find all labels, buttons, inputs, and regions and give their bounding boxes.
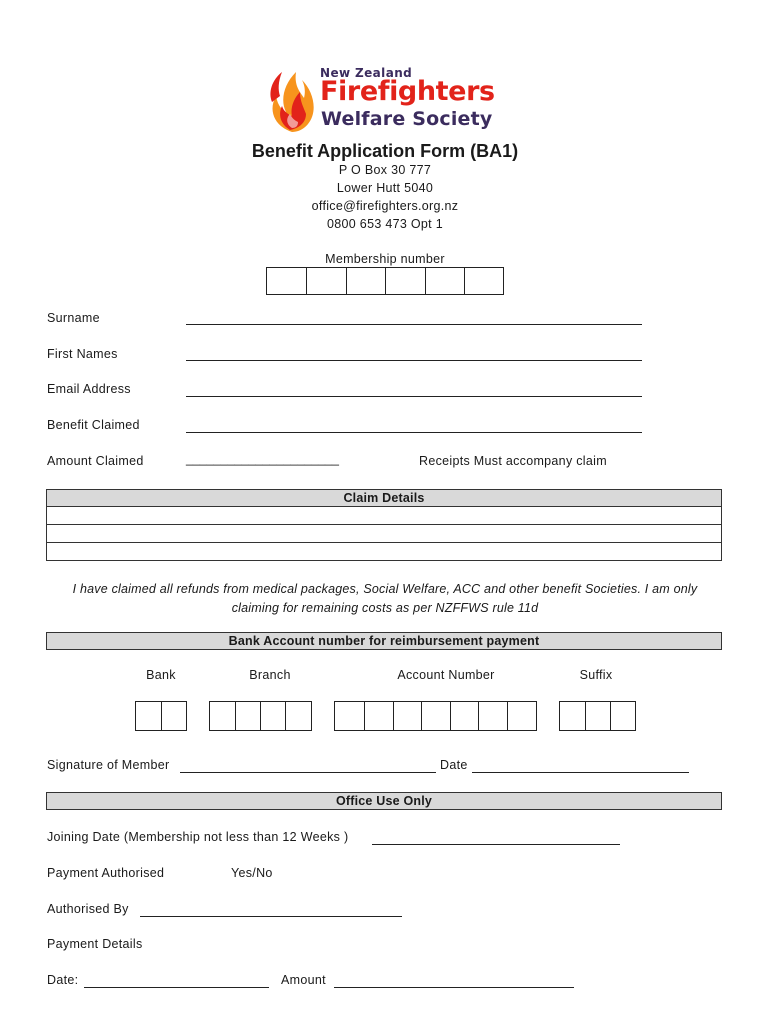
office-date-field[interactable] xyxy=(84,987,269,988)
joining-date-label: Joining Date (Membership not less than 12 Weeks ) xyxy=(47,830,349,844)
logo-welfare-society: Welfare Society xyxy=(321,108,493,130)
branch-code-boxes[interactable] xyxy=(209,701,312,731)
suffix-digit-box[interactable] xyxy=(610,702,635,730)
email-field[interactable] xyxy=(186,396,642,397)
joining-date-field[interactable] xyxy=(372,844,620,845)
office-use-header: Office Use Only xyxy=(46,792,722,810)
membership-digit-box[interactable] xyxy=(385,268,425,294)
signature-date-field[interactable] xyxy=(472,772,689,773)
branch-digit-box[interactable] xyxy=(285,702,311,730)
branch-digit-box[interactable] xyxy=(260,702,285,730)
address-email: office@firefighters.org.nz xyxy=(311,199,459,213)
bank-account-header: Bank Account number for reimbursement payment xyxy=(46,632,722,650)
branch-digit-box[interactable] xyxy=(235,702,260,730)
disclaimer-line-2: claiming for remaining costs as per NZFFWS rule 11d xyxy=(231,601,539,615)
account-number-label: Account Number xyxy=(397,668,495,682)
logo-country: New Zealand xyxy=(320,66,413,80)
logo-firefighters: Firefighters xyxy=(320,76,495,107)
signature-label: Signature of Member xyxy=(47,758,170,772)
first-names-label: First Names xyxy=(47,347,118,361)
benefit-claimed-label: Benefit Claimed xyxy=(47,418,140,432)
receipts-note: Receipts Must accompany claim xyxy=(419,454,607,468)
surname-field[interactable] xyxy=(186,324,642,325)
account-digit-box[interactable] xyxy=(421,702,450,730)
amount-claimed-field[interactable]: ______________________ xyxy=(186,452,339,466)
authorised-by-field[interactable] xyxy=(140,916,402,917)
claim-details-row[interactable] xyxy=(46,543,722,561)
flame-icon xyxy=(266,62,318,134)
payment-details-label: Payment Details xyxy=(47,937,143,951)
signature-field[interactable] xyxy=(180,772,436,773)
address-city: Lower Hutt 5040 xyxy=(336,181,434,195)
payment-authorised-label: Payment Authorised xyxy=(47,866,165,880)
account-digit-box[interactable] xyxy=(335,702,364,730)
signature-date-label: Date xyxy=(440,758,468,772)
society-logo xyxy=(266,62,511,134)
claim-details-row[interactable] xyxy=(46,507,722,525)
claim-details-row[interactable] xyxy=(46,525,722,543)
membership-label: Membership number xyxy=(325,252,445,266)
amount-claimed-label: Amount Claimed xyxy=(47,454,144,468)
bank-digit-box[interactable] xyxy=(136,702,161,730)
bank-digit-box[interactable] xyxy=(161,702,186,730)
address-phone: 0800 653 473 Opt 1 xyxy=(327,217,443,231)
suffix-label: Suffix xyxy=(579,668,613,682)
suffix-digit-box[interactable] xyxy=(560,702,585,730)
claim-details-header: Claim Details xyxy=(46,489,722,507)
email-label: Email Address xyxy=(47,382,131,396)
branch-digit-box[interactable] xyxy=(210,702,235,730)
membership-digit-box[interactable] xyxy=(306,268,346,294)
membership-digit-box[interactable] xyxy=(464,268,503,294)
account-digit-box[interactable] xyxy=(507,702,536,730)
membership-digit-box[interactable] xyxy=(346,268,385,294)
office-amount-field[interactable] xyxy=(334,987,574,988)
office-amount-label: Amount xyxy=(281,973,326,987)
account-digit-box[interactable] xyxy=(478,702,507,730)
surname-label: Surname xyxy=(47,311,100,325)
account-digit-box[interactable] xyxy=(393,702,421,730)
bank-label: Bank xyxy=(146,668,176,682)
office-date-label: Date: xyxy=(47,973,79,987)
disclaimer xyxy=(0,580,770,618)
account-digit-box[interactable] xyxy=(364,702,393,730)
membership-digit-box[interactable] xyxy=(267,268,306,294)
suffix-boxes[interactable] xyxy=(559,701,636,731)
first-names-field[interactable] xyxy=(186,360,642,361)
branch-label: Branch xyxy=(249,668,291,682)
disclaimer-line-1: I have claimed all refunds from medical packages, Social Welfare, ACC and other benefit Societies. I am only xyxy=(72,582,698,596)
authorised-by-label: Authorised By xyxy=(47,902,129,916)
account-digit-box[interactable] xyxy=(450,702,478,730)
form-title: Benefit Application Form (BA1) xyxy=(251,141,519,161)
bank-code-boxes[interactable] xyxy=(135,701,187,731)
payment-authorised-yes-no[interactable]: Yes/No xyxy=(231,866,273,880)
address-po-box: P O Box 30 777 xyxy=(338,163,432,177)
suffix-digit-box[interactable] xyxy=(585,702,610,730)
membership-digit-box[interactable] xyxy=(425,268,464,294)
account-number-boxes[interactable] xyxy=(334,701,537,731)
benefit-claimed-field[interactable] xyxy=(186,432,642,433)
membership-number-boxes[interactable] xyxy=(266,267,504,295)
